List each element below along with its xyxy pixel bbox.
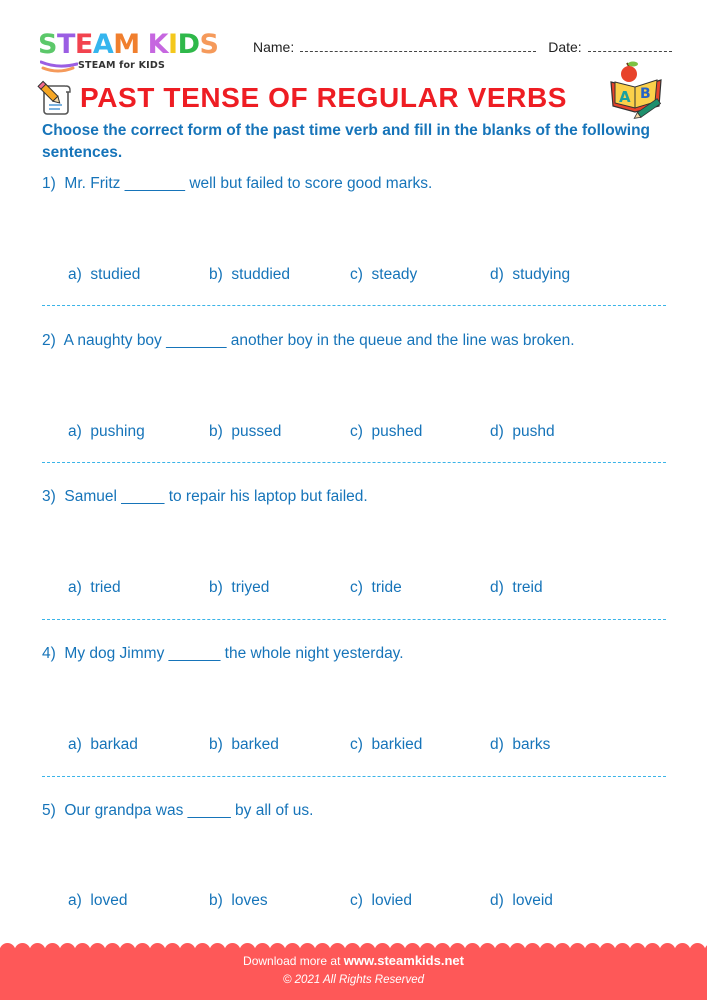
option-a[interactable]: a) tried [68, 579, 121, 596]
footer-download-line [0, 953, 707, 968]
name-label: Name: [253, 39, 295, 55]
name-field[interactable] [300, 41, 536, 52]
footer-website-link[interactable]: www.steamkids.net [343, 953, 464, 968]
separator [42, 305, 666, 306]
logo-letter: A [92, 29, 114, 60]
logo-letter: K [147, 29, 169, 60]
date-label: Date: [548, 39, 582, 55]
logo-letter: T [56, 29, 75, 60]
svg-text:A: A [619, 88, 631, 106]
option-c[interactable]: c) pushed [350, 423, 423, 440]
question-3 [42, 488, 368, 506]
option-d[interactable]: d) loveid [490, 892, 553, 909]
question-number: 5) [42, 802, 56, 819]
option-d[interactable]: d) studying [490, 266, 571, 283]
option-c[interactable]: c) barkied [350, 736, 423, 753]
option-c[interactable]: c) tride [350, 579, 402, 596]
footer-banner [0, 942, 707, 1000]
option-a[interactable]: a) barkad [68, 736, 138, 753]
option-d[interactable]: d) pushd [490, 423, 555, 440]
question-number: 2) [42, 332, 56, 349]
separator [42, 776, 666, 777]
abc-book-icon [605, 58, 667, 120]
option-a[interactable]: a) studied [68, 266, 141, 283]
page-title: PAST TENSE OF REGULAR VERBS [80, 82, 568, 113]
logo-swoosh-icon [40, 60, 78, 74]
logo-letter: E [74, 29, 93, 60]
logo-letter: D [177, 29, 200, 60]
question-text: Mr. Fritz _______ well but failed to score good marks. [64, 175, 433, 192]
option-b[interactable]: b) pussed [209, 423, 282, 440]
svg-text:B: B [640, 86, 651, 102]
footer-copyright: © 2021 All Rights Reserved [282, 974, 424, 986]
logo-tagline: STEAM for KIDS [78, 60, 166, 71]
question-5 [42, 802, 313, 820]
separator [42, 462, 666, 463]
pencil-paper-icon [36, 80, 76, 116]
footer-download-prefix: Download more at [243, 954, 341, 968]
separator [42, 619, 666, 620]
option-b[interactable]: b) barked [209, 736, 279, 753]
logo-letter: M [113, 29, 140, 60]
logo-wordmark [38, 30, 218, 60]
option-d[interactable]: d) barks [490, 736, 551, 753]
question-number: 1) [42, 175, 56, 192]
question-text: Samuel _____ to repair his laptop but failed. [64, 488, 368, 505]
instructions: Choose the correct form of the past time verb and fill in the blanks of the following sentences. [42, 122, 651, 161]
logo-letter: S [199, 29, 219, 60]
name-date-row [253, 39, 672, 55]
question-2 [42, 332, 575, 350]
question-1 [42, 175, 432, 193]
logo-letter: I [168, 29, 178, 60]
question-text: Our grandpa was _____ by all of us. [64, 802, 314, 819]
question-text: My dog Jimmy ______ the whole night yesterday. [64, 645, 404, 662]
question-number: 3) [42, 488, 56, 505]
option-a[interactable]: a) loved [68, 892, 128, 909]
option-a[interactable]: a) pushing [68, 423, 145, 440]
question-number: 4) [42, 645, 56, 662]
option-b[interactable]: b) studdied [209, 266, 291, 283]
option-c[interactable]: c) steady [350, 266, 418, 283]
date-field[interactable] [588, 41, 672, 52]
option-b[interactable]: b) loves [209, 892, 268, 909]
option-b[interactable]: b) triyed [209, 579, 270, 596]
steam-kids-logo [38, 30, 238, 75]
option-d[interactable]: d) treid [490, 579, 543, 596]
option-c[interactable]: c) lovied [350, 892, 413, 909]
question-text: A naughty boy _______ another boy in the queue and the line was broken. [63, 332, 575, 349]
question-4 [42, 645, 404, 663]
logo-letter: S [38, 29, 57, 60]
